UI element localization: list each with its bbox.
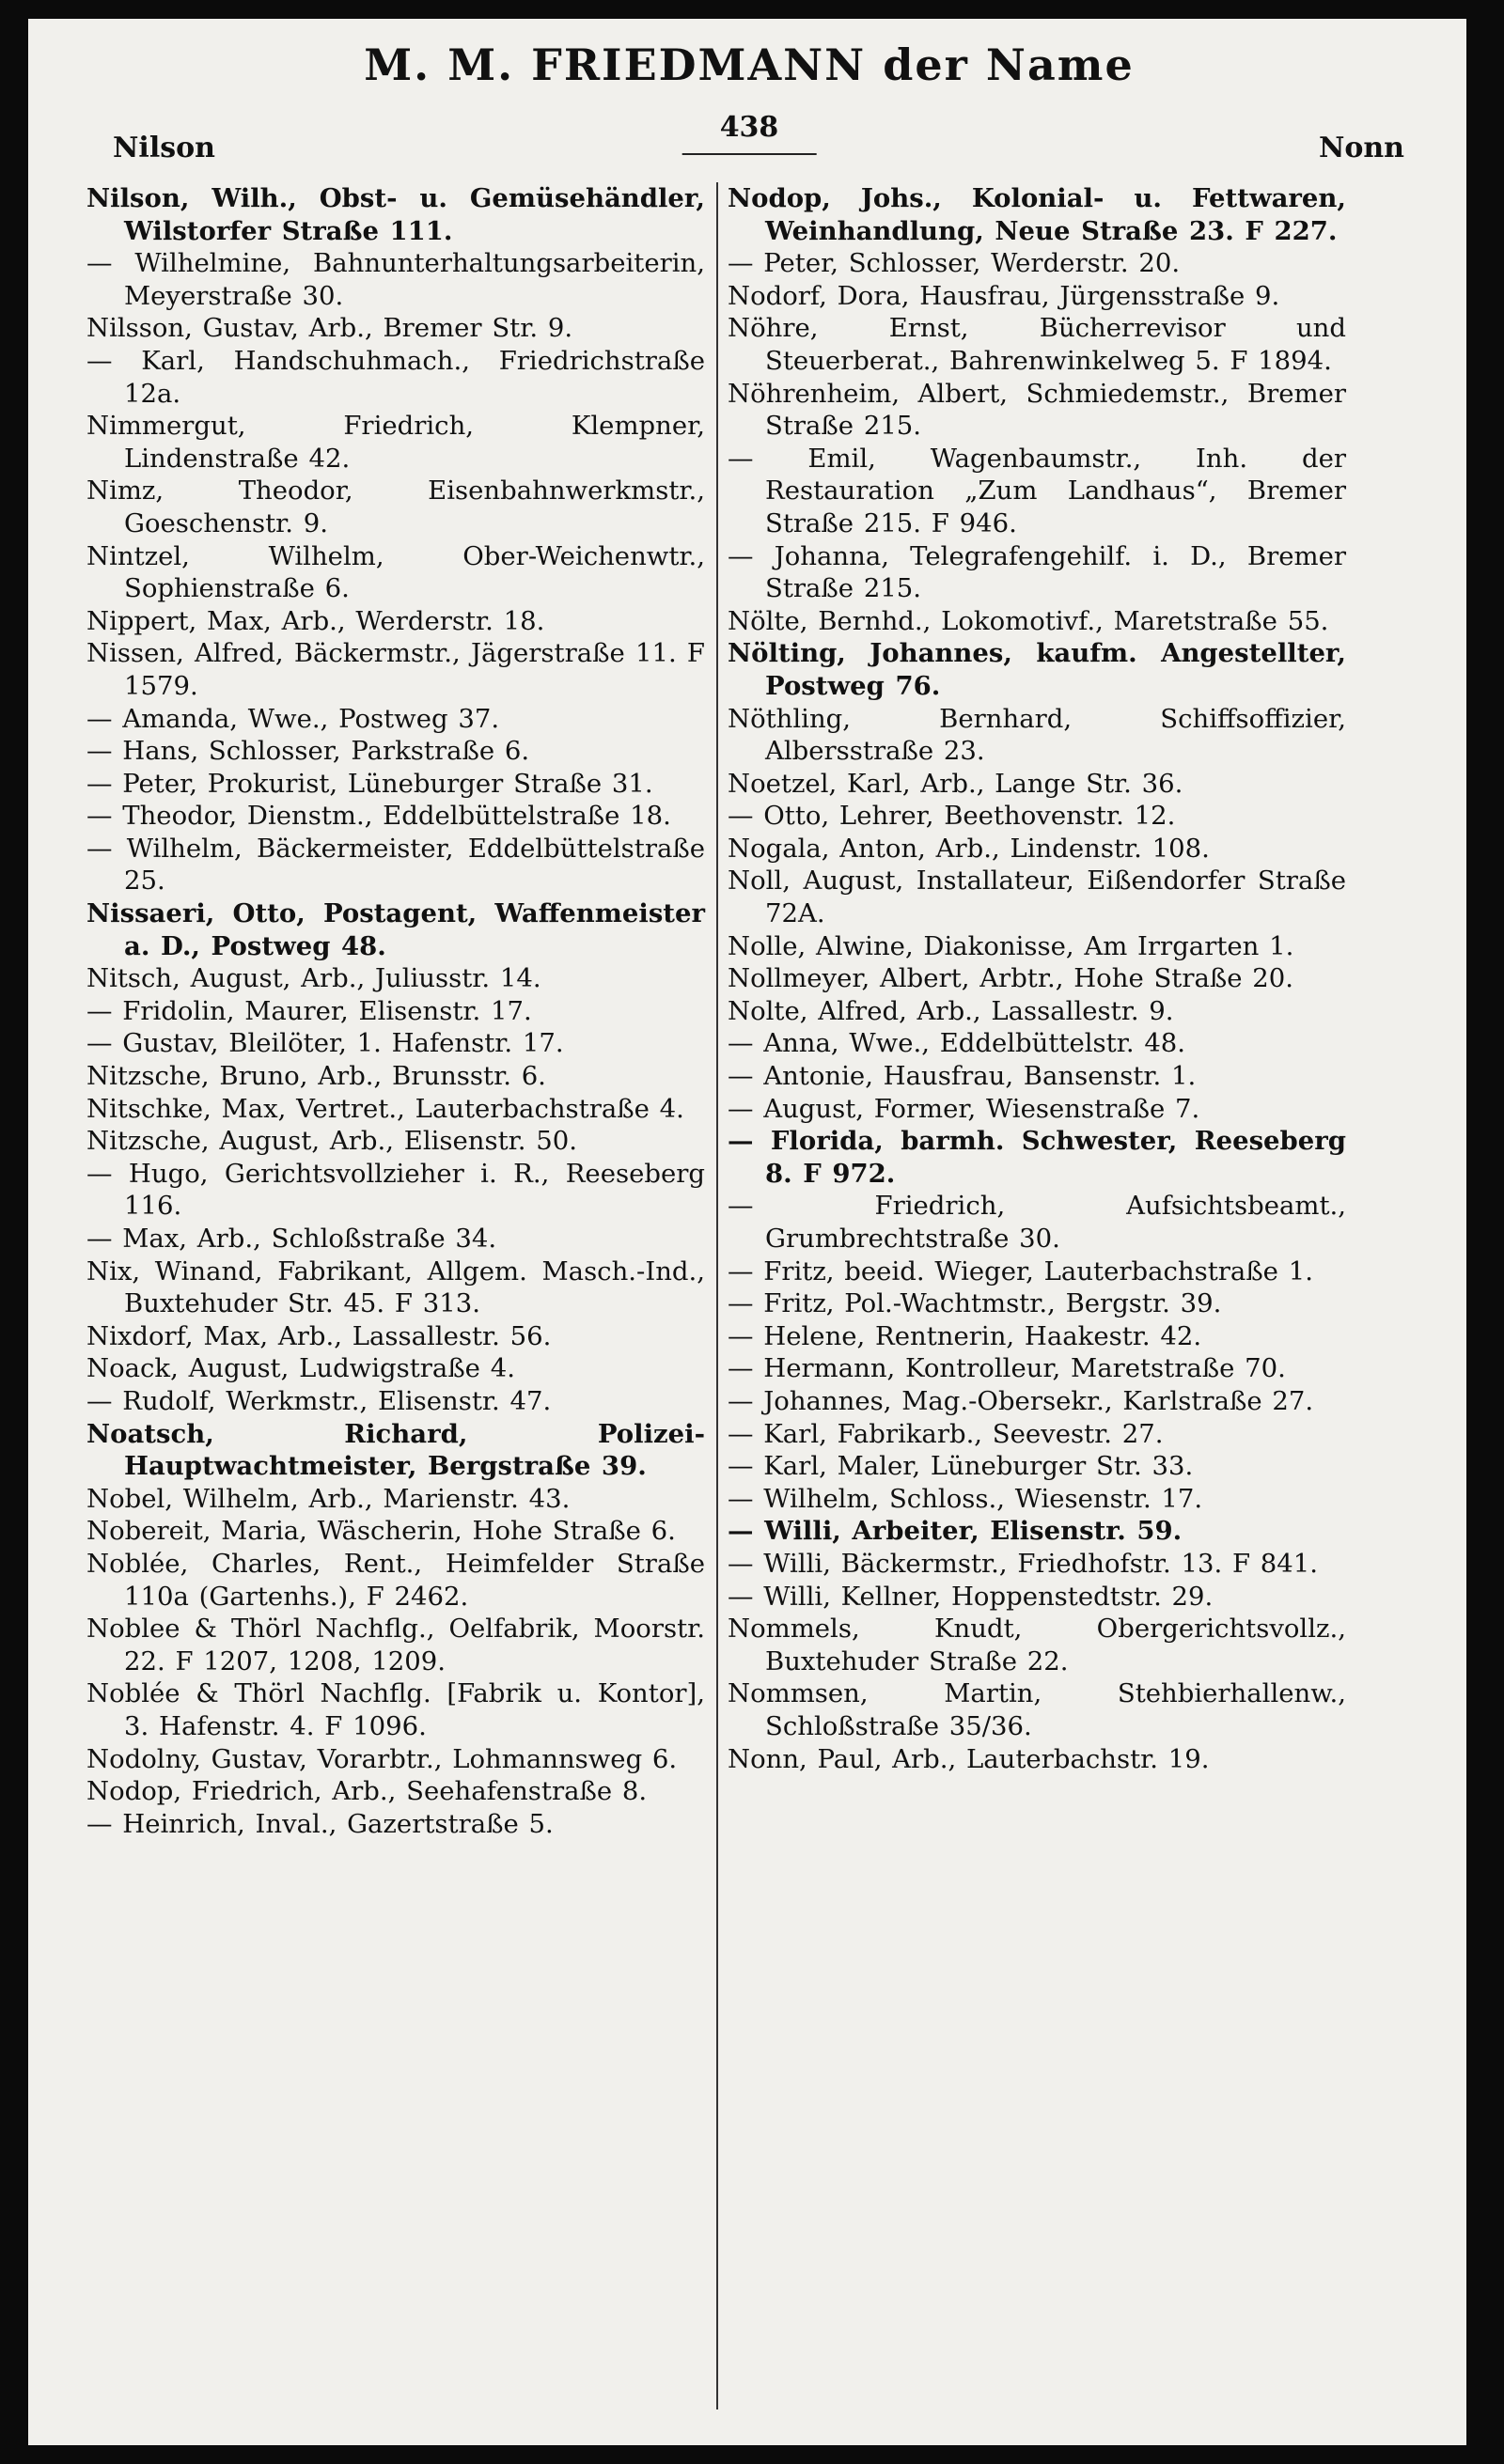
directory-entry: Nölting, Johannes, kaufm. Angestellter, Postweg 76. xyxy=(728,638,1346,701)
directory-entry: Nixdorf, Max, Arb., Lassallestr. 56. xyxy=(86,1320,552,1351)
directory-entry: Nodop, Johs., Kolonial- u. Fettwaren, Weinhandlung, Neue Straße 23. F 227. xyxy=(728,183,1346,246)
directory-entry: — Theodor, Dienstm., Eddelbüttelstraße 18. xyxy=(86,801,671,832)
left-column xyxy=(86,182,716,2409)
directory-entry: Nodop, Friedrich, Arb., Seehafenstraße 8. xyxy=(86,1776,648,1807)
directory-entry: Noetzel, Karl, Arb., Lange Str. 36. xyxy=(728,768,1183,799)
directory-entry: Noblée & Thörl Nachflg. [Fabrik u. Kontor], 3. Hafenstr. 4. F 1096. xyxy=(86,1678,705,1741)
directory-entry: Nobereit, Maria, Wäscherin, Hohe Straße 6. xyxy=(86,1516,676,1547)
running-header xyxy=(86,107,1412,173)
right-column xyxy=(716,182,1346,2409)
directory-entry: — Hermann, Kontrolleur, Maretstraße 70. xyxy=(728,1353,1286,1384)
directory-entry: Noatsch, Richard, Polizei-Hauptwachtmeister, Bergstraße 39. xyxy=(86,1418,705,1482)
publisher-banner: M. M. FRIEDMANN der Name xyxy=(364,39,1135,90)
directory-entry: Nilson, Wilh., Obst- u. Gemüsehändler, Wilstorfer Straße 111. xyxy=(86,183,705,246)
directory-entry: Nollmeyer, Albert, Arbtr., Hohe Straße 20. xyxy=(728,963,1294,994)
directory-entry: Nolle, Alwine, Diakonisse, Am Irrgarten 1. xyxy=(728,930,1294,961)
directory-entry: Nommels, Knudt, Obergerichtsvollz., Buxtehuder Straße 22. xyxy=(728,1614,1346,1676)
directory-entry: Nonn, Paul, Arb., Lauterbachstr. 19. xyxy=(728,1743,1210,1774)
directory-entry: Nissaeri, Otto, Postagent, Waffenmeister a. D., Postweg 48. xyxy=(86,898,705,961)
directory-entry: Noblée, Charles, Rent., Heimfelder Straße 110a (Gartenhs.), F 2462. xyxy=(86,1548,705,1612)
directory-entry: Nöhre, Ernst, Bücherrevisor und Steuerberat., Bahrenwinkelweg 5. F 1894. xyxy=(728,313,1346,376)
entry-columns xyxy=(86,182,1412,2409)
directory-entry: — Heinrich, Inval., Gazertstraße 5. xyxy=(86,1808,554,1839)
directory-entry: Nommsen, Martin, Stehbierhallenw., Schloßstraße 35/36. xyxy=(728,1678,1346,1741)
directory-entry: — Gustav, Bleilöter, 1. Hafenstr. 17. xyxy=(86,1028,564,1059)
directory-entry: Noll, August, Installateur, Eißendorfer Straße 72A. xyxy=(728,866,1346,929)
directory-entry: — Fritz, beeid. Wieger, Lauterbachstraße 1. xyxy=(728,1255,1313,1287)
directory-entry: — Anna, Wwe., Eddelbüttelstr. 48. xyxy=(728,1028,1186,1059)
directory-entry: — Rudolf, Werkmstr., Elisenstr. 47. xyxy=(86,1385,552,1416)
directory-entry: — Johannes, Mag.-Obersekr., Karlstraße 27. xyxy=(728,1385,1314,1416)
directory-entry: — Florida, barmh. Schwester, Reeseberg 8. F 972. xyxy=(728,1126,1346,1189)
directory-entry: Nobel, Wilhelm, Arb., Marienstr. 43. xyxy=(86,1483,571,1514)
directory-entry: — Peter, Prokurist, Lüneburger Straße 31. xyxy=(86,768,653,799)
directory-entry: Nippert, Max, Arb., Werderstr. 18. xyxy=(86,605,545,636)
directory-entry: — Peter, Schlosser, Werderstr. 20. xyxy=(728,248,1181,279)
directory-entry: Nitzsche, Bruno, Arb., Brunsstr. 6. xyxy=(86,1061,546,1092)
directory-entry: Nix, Winand, Fabrikant, Allgem. Masch.-Ind., Buxtehuder Str. 45. F 313. xyxy=(86,1255,705,1319)
directory-entry: Nodorf, Dora, Hausfrau, Jürgensstraße 9. xyxy=(728,280,1280,311)
directory-entry: — Otto, Lehrer, Beethovenstr. 12. xyxy=(728,801,1176,832)
directory-entry: Noack, August, Ludwigstraße 4. xyxy=(86,1353,515,1384)
directory-entry: Nilsson, Gustav, Arb., Bremer Str. 9. xyxy=(86,313,573,344)
directory-entry: — Karl, Fabrikarb., Seevestr. 27. xyxy=(728,1418,1164,1449)
directory-entry: — Karl, Maler, Lüneburger Str. 33. xyxy=(728,1451,1194,1482)
directory-entry: Nöhrenheim, Albert, Schmiedemstr., Bremer Straße 215. xyxy=(728,378,1346,442)
directory-entry: Nöthling, Bernhard, Schiffsoffizier, Albersstraße 23. xyxy=(728,703,1346,767)
directory-entry: Nolte, Alfred, Arb., Lassallestr. 9. xyxy=(728,995,1174,1026)
directory-entry: — Karl, Handschuhmach., Friedrichstraße 12a. xyxy=(86,345,705,409)
directory-page xyxy=(28,19,1466,2445)
directory-entry: — Antonie, Hausfrau, Bansenstr. 1. xyxy=(728,1061,1197,1092)
directory-entry: Nitsch, August, Arb., Juliusstr. 14. xyxy=(86,963,541,994)
directory-entry: Nölte, Bernhd., Lokomotivf., Maretstraße 55. xyxy=(728,605,1329,636)
directory-entry: Nintzel, Wilhelm, Ober-Weichenwtr., Sophienstraße 6. xyxy=(86,540,705,604)
directory-entry: — Hugo, Gerichtsvollzieher i. R., Reeseberg 116. xyxy=(86,1158,705,1222)
directory-entry: — Hans, Schlosser, Parkstraße 6. xyxy=(86,736,530,767)
directory-entry: — Fritz, Pol.-Wachtmstr., Bergstr. 39. xyxy=(728,1288,1222,1319)
directory-entry: Nitzsche, August, Arb., Elisenstr. 50. xyxy=(86,1126,578,1157)
directory-entry: Nogala, Anton, Arb., Lindenstr. 108. xyxy=(728,833,1210,864)
directory-entry: — Helene, Rentnerin, Haakestr. 42. xyxy=(728,1320,1202,1351)
directory-entry: — Willi, Kellner, Hoppenstedtstr. 29. xyxy=(728,1581,1214,1612)
running-head-left: Nilson xyxy=(113,132,215,164)
directory-entry: — August, Former, Wiesenstraße 7. xyxy=(728,1093,1200,1124)
page-number: 438 xyxy=(682,107,817,155)
directory-entry: Noblee & Thörl Nachflg., Oelfabrik, Moorstr. 22. F 1207, 1208, 1209. xyxy=(86,1614,705,1676)
directory-entry: Nimmergut, Friedrich, Klempner, Lindenstraße 42. xyxy=(86,411,705,474)
directory-entry: — Willi, Arbeiter, Elisenstr. 59. xyxy=(728,1516,1183,1547)
directory-entry: Nitschke, Max, Vertret., Lauterbachstraße 4. xyxy=(86,1093,684,1124)
directory-entry: — Wilhelm, Schloss., Wiesenstr. 17. xyxy=(728,1483,1203,1514)
directory-entry: — Wilhelm, Bäckermeister, Eddelbüttelstraße 25. xyxy=(86,833,705,897)
directory-entry: — Max, Arb., Schloßstraße 34. xyxy=(86,1224,497,1254)
directory-entry: Nodolny, Gustav, Vorarbtr., Lohmannsweg 6. xyxy=(86,1743,678,1774)
directory-entry: — Wilhelmine, Bahnunterhaltungsarbeiterin, Meyerstraße 30. xyxy=(86,248,705,311)
directory-entry: — Johanna, Telegrafengehilf. i. D., Bremer Straße 215. xyxy=(728,540,1346,604)
directory-entry: — Amanda, Wwe., Postweg 37. xyxy=(86,703,500,734)
directory-entry: — Friedrich, Aufsichtsbeamt., Grumbrechtstraße 30. xyxy=(728,1191,1346,1254)
directory-entry: — Fridolin, Maurer, Elisenstr. 17. xyxy=(86,995,532,1026)
directory-entry: — Emil, Wagenbaumstr., Inh. der Restauration „Zum Landhaus“, Bremer Straße 215. F 946. xyxy=(728,443,1346,538)
directory-entry: Nissen, Alfred, Bäckermstr., Jägerstraße 11. F 1579. xyxy=(86,638,705,701)
directory-entry: — Willi, Bäckermstr., Friedhofstr. 13. F 841. xyxy=(728,1548,1319,1579)
directory-entry: Nimz, Theodor, Eisenbahnwerkmstr., Goeschenstr. 9. xyxy=(86,476,705,538)
running-head-right: Nonn xyxy=(1318,132,1404,164)
